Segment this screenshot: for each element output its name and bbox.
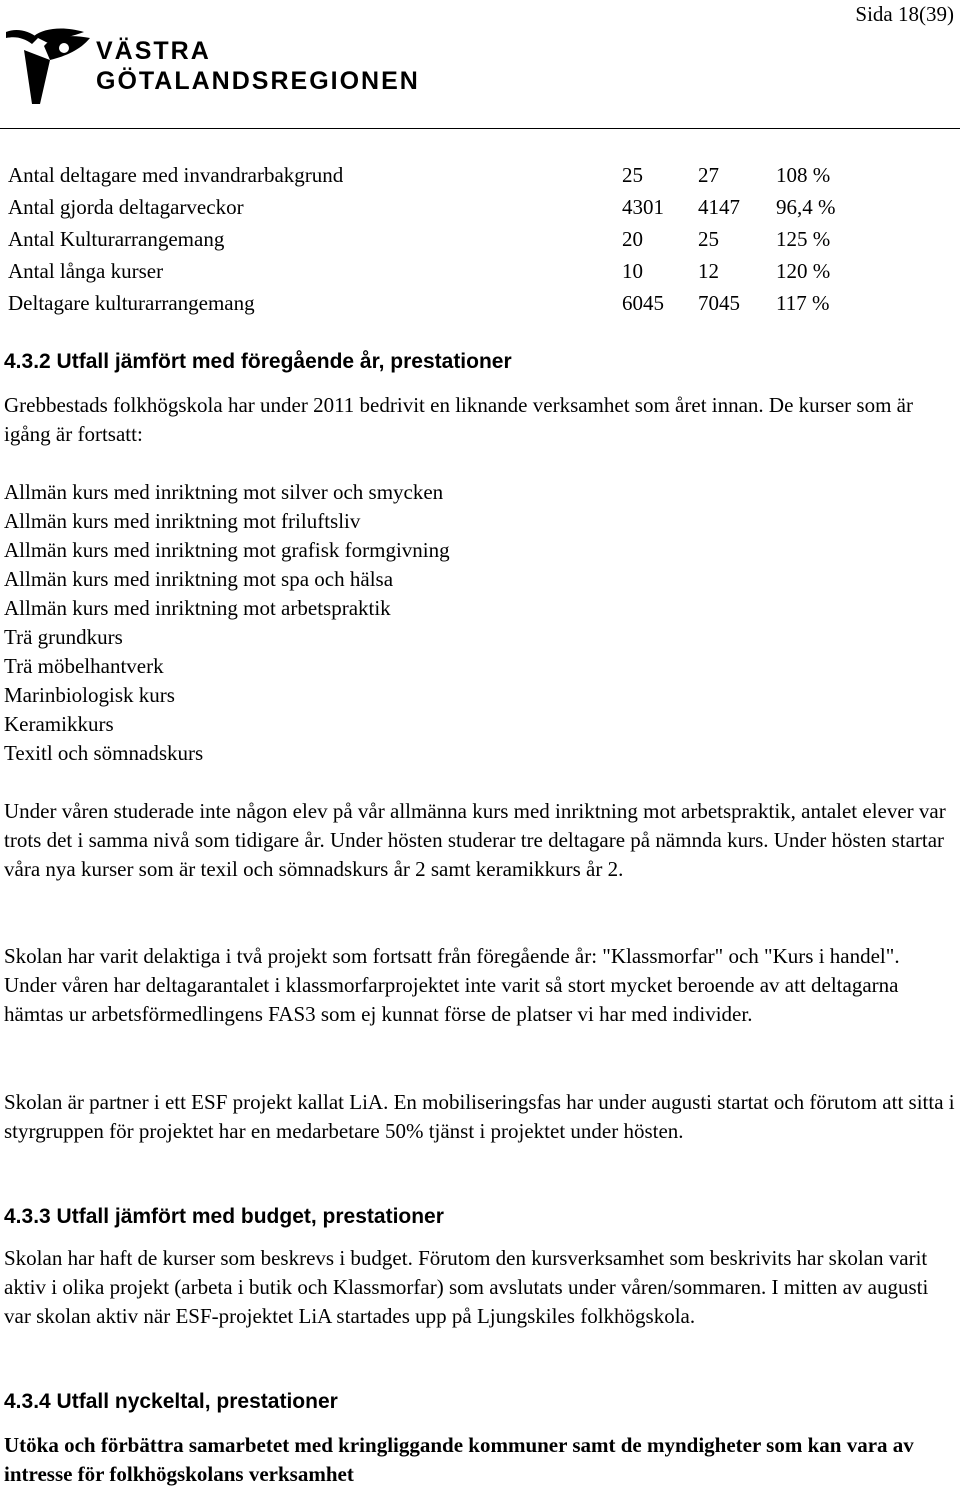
header-divider bbox=[0, 128, 960, 129]
stats-percent: 120 % bbox=[776, 259, 831, 283]
course-list bbox=[4, 478, 956, 768]
paragraph: Skolan är partner i ett ESF projekt kallat LiA. En mobiliseringsfas har under augusti startat och förutom att sitta i styrgruppen för projektet har en medarbetare 50% tjänst i projektet under hösten. bbox=[4, 1090, 955, 1143]
stats-label: Antal långa kurser bbox=[8, 259, 164, 283]
stats-label: Antal gjorda deltagarveckor bbox=[8, 195, 244, 219]
stats-label: Antal Kulturarrangemang bbox=[8, 227, 225, 251]
paragraph: Under våren studerade inte någon elev på vår allmänna kurs med inriktning mot arbetspraktik, antalet elever var trots det i samma nivå som tidigare år. Under hösten studerar tre deltagare på nämnda kurs. Under hösten startar våra nya kurser som är texil och sömnadskurs år 2 samt keramikkurs år 2. bbox=[4, 799, 946, 881]
stats-label: Deltagare kulturarrangemang bbox=[8, 291, 255, 315]
stats-percent: 125 % bbox=[776, 227, 831, 251]
list-item: Trä möbelhantverk bbox=[4, 654, 164, 678]
stats-percent: 117 % bbox=[776, 291, 830, 315]
section-heading-4-3-3: 4.3.3 Utfall jämfört med budget, prestationer bbox=[4, 1205, 444, 1228]
list-item: Trä grundkurs bbox=[4, 625, 123, 649]
stats-value-a: 20 bbox=[622, 227, 643, 251]
stats-value-a: 10 bbox=[622, 259, 643, 283]
bold-paragraph: Utöka och förbättra samarbetet med kringliggande kommuner samt de myndigheter som kan vara av intresse för folkhögskolans verksamhet bbox=[4, 1433, 914, 1486]
stats-value-b: 7045 bbox=[698, 291, 740, 315]
stats-value-a: 4301 bbox=[622, 195, 664, 219]
section-intro: Grebbestads folkhögskola har under 2011 bedrivit en liknande verksamhet som året innan. De kurser som är igång är fortsatt: bbox=[4, 393, 913, 446]
logo-line-2: GÖTALANDSREGIONEN bbox=[96, 67, 420, 95]
list-item: Allmän kurs med inriktning mot spa och hälsa bbox=[4, 567, 394, 591]
list-item: Allmän kurs med inriktning mot silver och smycken bbox=[4, 480, 444, 504]
list-item: Allmän kurs med inriktning mot grafisk formgivning bbox=[4, 538, 450, 562]
stats-percent: 96,4 % bbox=[776, 195, 836, 219]
list-item: Allmän kurs med inriktning mot arbetspraktik bbox=[4, 596, 391, 620]
stats-value-b: 4147 bbox=[698, 195, 740, 219]
section-heading-4-3-2: 4.3.2 Utfall jämfört med föregående år, prestationer bbox=[4, 350, 512, 373]
stats-value-a: 6045 bbox=[622, 291, 664, 315]
stats-value-a: 25 bbox=[622, 163, 643, 187]
stats-percent: 108 % bbox=[776, 163, 831, 187]
stats-value-b: 25 bbox=[698, 227, 719, 251]
section-heading-4-3-4: 4.3.4 Utfall nyckeltal, prestationer bbox=[4, 1390, 338, 1413]
stats-value-b: 27 bbox=[698, 163, 719, 187]
page-number: Sida 18(39) bbox=[855, 2, 954, 26]
list-item: Keramikkurs bbox=[4, 712, 114, 736]
list-item: Texitl och sömnadskurs bbox=[4, 741, 204, 765]
logo-line-1: VÄSTRA bbox=[96, 37, 211, 65]
list-item: Allmän kurs med inriktning mot friluftsliv bbox=[4, 509, 361, 533]
stats-label: Antal deltagare med invandrarbakgrund bbox=[8, 163, 344, 187]
paragraph: Skolan har haft de kurser som beskrevs i budget. Förutom den kursverksamhet som beskrivits har skolan varit aktiv i olika projekt (arbeta i butik och Klassmorfar) som avslutats under våren/sommaren. I mitten av augusti var skolan aktiv när ESF-projektet LiA startades upp på Ljungskiles folkhögskola. bbox=[4, 1246, 929, 1328]
paragraph: Skolan har varit delaktiga i två projekt som fortsatt från föregående år: "Klassmorfar" och "Kurs i handel". Under våren har deltagarantalet i klassmorfarprojektet inte varit så stort mycket beroende av att deltagarna hämtas ur arbetsförmedlingens FAS3 som ej kunnat förse de platser vi har med individer. bbox=[4, 944, 900, 1026]
stats-value-b: 12 bbox=[698, 259, 719, 283]
list-item: Marinbiologisk kurs bbox=[4, 683, 175, 707]
vastra-gotalandsregionen-logo-icon bbox=[4, 26, 94, 106]
